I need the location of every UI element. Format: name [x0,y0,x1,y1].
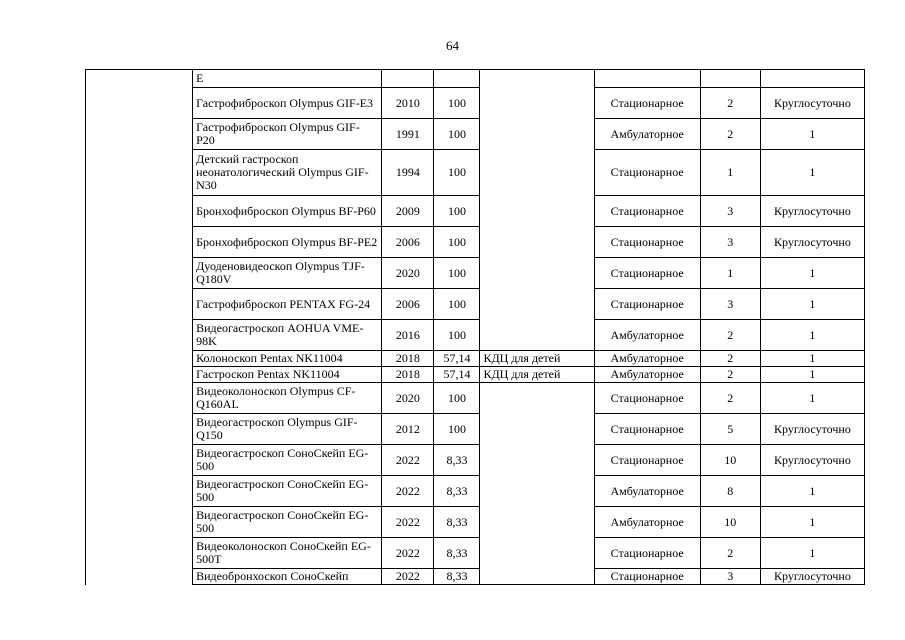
care-mode-cell: Амбулаторное [594,351,700,367]
equipment-name-cell: Гастроскоп Pentax NK11004 [193,367,382,383]
year-cell: 2022 [382,538,434,569]
equipment-table [85,69,865,585]
care-mode-cell: Стационарное [594,289,700,320]
operating-hours-cell [760,70,864,88]
department-cell: КДЦ для детей [480,367,594,383]
usage-percent-cell [434,70,480,88]
equipment-name-cell: Детский гастроскоп неонатологический Olympus GIF-N30 [193,150,382,196]
department-cell: КДЦ для детей [480,351,594,367]
table-row [86,367,865,383]
table-row [86,414,865,445]
year-cell: 2022 [382,476,434,507]
equipment-name-cell: Гастрофиброскоп Olympus GIF-P20 [193,119,382,150]
year-cell: 2022 [382,445,434,476]
equipment-name-cell: Е [193,70,382,88]
care-mode-cell: Амбулаторное [594,367,700,383]
table-row [86,227,865,258]
care-mode-cell: Стационарное [594,227,700,258]
care-mode-cell: Амбулаторное [594,476,700,507]
table-row [86,507,865,538]
usage-percent-cell: 8,33 [434,569,480,585]
quantity-cell: 2 [700,538,760,569]
year-cell: 2018 [382,351,434,367]
quantity-cell: 2 [700,320,760,351]
quantity-cell: 3 [700,289,760,320]
quantity-cell [700,70,760,88]
operating-hours-cell: Круглосуточно [760,88,864,119]
year-cell: 2006 [382,289,434,320]
quantity-cell: 5 [700,414,760,445]
usage-percent-cell: 100 [434,88,480,119]
quantity-cell: 2 [700,88,760,119]
operating-hours-cell: Круглосуточно [760,227,864,258]
equipment-name-cell: Видеогастроскоп СоноСкейп EG-500 [193,445,382,476]
operating-hours-cell: 1 [760,507,864,538]
quantity-cell: 8 [700,476,760,507]
year-cell: 1994 [382,150,434,196]
care-mode-cell: Стационарное [594,150,700,196]
operating-hours-cell: 1 [760,258,864,289]
quantity-cell: 3 [700,196,760,227]
department-cell [480,383,594,585]
quantity-cell: 1 [700,150,760,196]
care-mode-cell: Стационарное [594,88,700,119]
year-cell [382,70,434,88]
usage-percent-cell: 100 [434,383,480,414]
usage-percent-cell: 100 [434,227,480,258]
quantity-cell: 2 [700,383,760,414]
table-row [86,383,865,414]
usage-percent-cell: 100 [434,119,480,150]
year-cell: 2020 [382,383,434,414]
equipment-name-cell: Колоноскоп Pentax NK11004 [193,351,382,367]
usage-percent-cell: 100 [434,320,480,351]
table-body [86,70,865,585]
care-mode-cell: Амбулаторное [594,320,700,351]
operating-hours-cell: 1 [760,150,864,196]
care-mode-cell: Амбулаторное [594,119,700,150]
table-row [86,119,865,150]
operating-hours-cell: 1 [760,119,864,150]
usage-percent-cell: 100 [434,414,480,445]
year-cell: 2006 [382,227,434,258]
care-mode-cell: Стационарное [594,414,700,445]
usage-percent-cell: 57,14 [434,351,480,367]
year-cell: 2020 [382,258,434,289]
care-mode-cell: Стационарное [594,445,700,476]
equipment-name-cell: Видеогастроскоп СоноСкейп EG-500 [193,476,382,507]
year-cell: 2016 [382,320,434,351]
equipment-name-cell: Видеогастроскоп СоноСкейп EG-500 [193,507,382,538]
year-cell: 2022 [382,507,434,538]
usage-percent-cell: 57,14 [434,367,480,383]
quantity-cell: 10 [700,507,760,538]
operating-hours-cell: 1 [760,351,864,367]
usage-percent-cell: 8,33 [434,538,480,569]
usage-percent-cell: 100 [434,289,480,320]
equipment-name-cell: Бронхофиброскоп Olympus BF-PE2 [193,227,382,258]
year-cell: 2012 [382,414,434,445]
quantity-cell: 2 [700,351,760,367]
table-row [86,150,865,196]
year-cell: 2010 [382,88,434,119]
equipment-name-cell: Видеоколоноскоп СоноСкейп EG-500T [193,538,382,569]
operating-hours-cell: 1 [760,367,864,383]
table-row [86,476,865,507]
care-mode-cell: Стационарное [594,538,700,569]
usage-percent-cell: 8,33 [434,507,480,538]
operating-hours-cell: 1 [760,320,864,351]
equipment-name-cell: Гастрофиброскоп Olympus GIF-E3 [193,88,382,119]
table-row [86,445,865,476]
equipment-name-cell: Гастрофиброскоп PENTAX FG-24 [193,289,382,320]
year-cell: 1991 [382,119,434,150]
operating-hours-cell: 1 [760,476,864,507]
table-row [86,258,865,289]
operating-hours-cell: 1 [760,383,864,414]
year-cell: 2022 [382,569,434,585]
operating-hours-cell: 1 [760,289,864,320]
equipment-name-cell: Видеобронхоскоп СоноСкейп [193,569,382,585]
table-row [86,538,865,569]
usage-percent-cell: 100 [434,258,480,289]
quantity-cell: 1 [700,258,760,289]
quantity-cell: 2 [700,367,760,383]
operating-hours-cell: Круглосуточно [760,569,864,585]
table-row [86,196,865,227]
table-row [86,289,865,320]
operating-hours-cell: Круглосуточно [760,445,864,476]
care-mode-cell: Стационарное [594,196,700,227]
equipment-name-cell: Дуоденовидеоскоп Olympus TJF-Q180V [193,258,382,289]
equipment-name-cell: Бронхофиброскоп Olympus BF-P60 [193,196,382,227]
equipment-name-cell: Видеоколоноскоп Olympus CF-Q160AL [193,383,382,414]
equipment-name-cell: Видеогастроскоп Olympus GIF-Q150 [193,414,382,445]
page-number: 64 [446,38,459,53]
care-mode-cell [594,70,700,88]
quantity-cell: 3 [700,569,760,585]
care-mode-cell: Стационарное [594,258,700,289]
equipment-name-cell: Видеогастроскоп AOHUA VME-98K [193,320,382,351]
care-mode-cell: Стационарное [594,569,700,585]
quantity-cell: 3 [700,227,760,258]
care-mode-cell: Стационарное [594,383,700,414]
table-row [86,569,865,585]
operating-hours-cell: Круглосуточно [760,414,864,445]
table-row [86,88,865,119]
year-cell: 2009 [382,196,434,227]
table-row [86,70,865,88]
care-mode-cell: Амбулаторное [594,507,700,538]
table-row [86,351,865,367]
operating-hours-cell: Круглосуточно [760,196,864,227]
usage-percent-cell: 8,33 [434,445,480,476]
department-cell [480,70,594,351]
year-cell: 2018 [382,367,434,383]
operating-hours-cell: 1 [760,538,864,569]
usage-percent-cell: 100 [434,150,480,196]
quantity-cell: 2 [700,119,760,150]
section-column-cell [86,70,193,585]
table-row [86,320,865,351]
usage-percent-cell: 100 [434,196,480,227]
usage-percent-cell: 8,33 [434,476,480,507]
quantity-cell: 10 [700,445,760,476]
